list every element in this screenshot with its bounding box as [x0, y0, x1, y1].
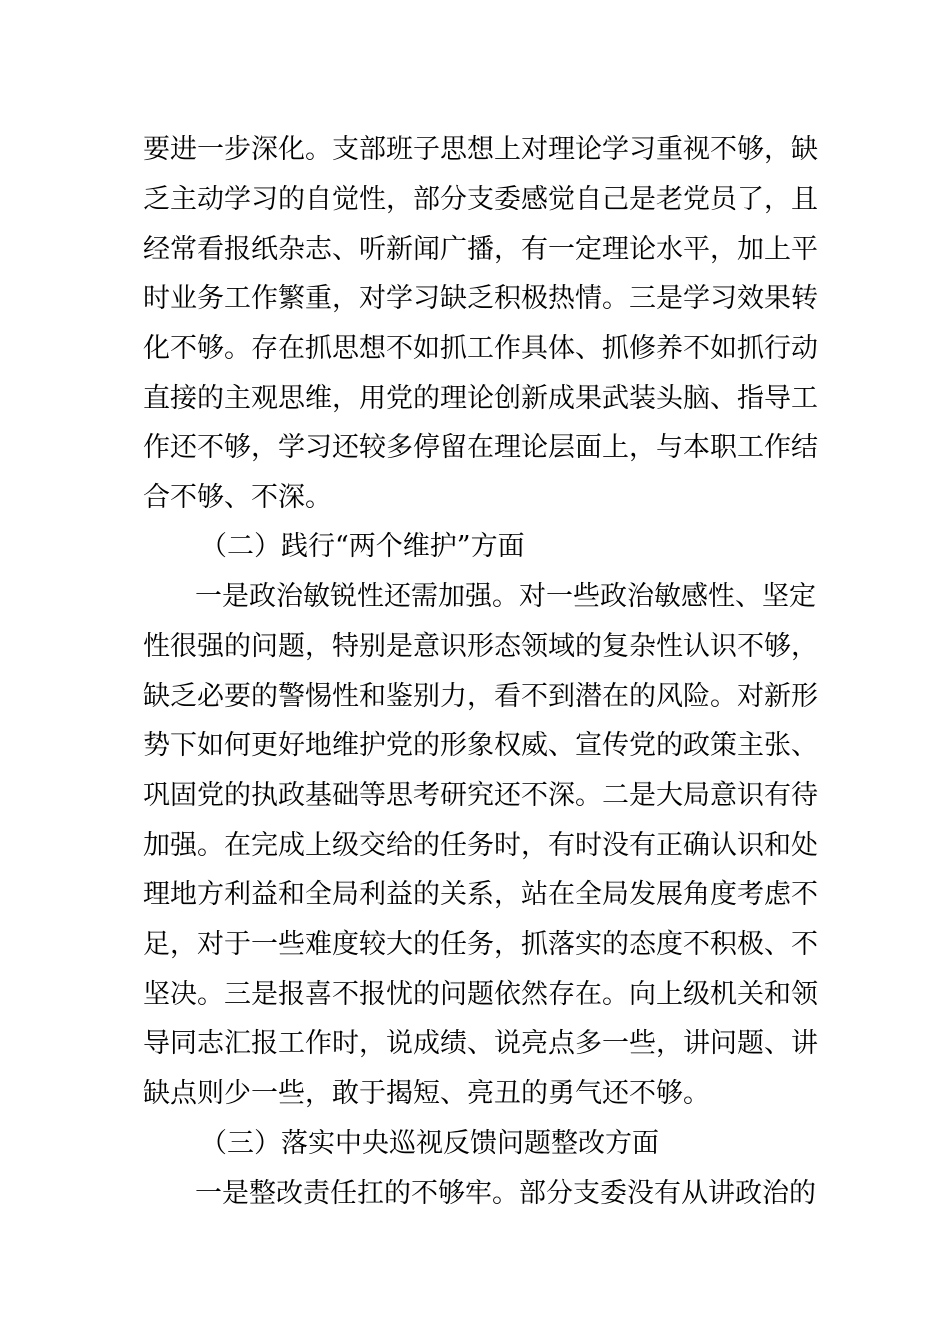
- paragraph-2-line-5: 巩固党的执政基础等思考研究还不深。二是大局意识有待: [143, 780, 818, 811]
- paragraph-1-line-1: 要进一步深化。支部班子思想上对理论学习重视不够，缺: [143, 134, 818, 165]
- paragraph-2-line-9: 坚决。三是报喜不报忧的问题依然存在。向上级机关和领: [143, 979, 818, 1010]
- paragraph-1-line-8: 合不够、不深。: [143, 482, 332, 513]
- paragraph-2-line-2: 性很强的问题，特别是意识形态领域的复杂性认识不够，: [143, 631, 818, 662]
- paragraph-2-line-8: 足，对于一些难度较大的任务，抓落实的态度不积极、不: [143, 929, 818, 960]
- paragraph-1-line-4: 时业务工作繁重，对学习缺乏积极热情。三是学习效果转: [143, 283, 818, 314]
- paragraph-2-line-10: 导同志汇报工作时，说成绩、说亮点多一些，讲问题、讲: [143, 1028, 818, 1059]
- paragraph-2-line-7: 理地方利益和全局利益的关系，站在全局发展角度考虑不: [143, 879, 818, 910]
- paragraph-2-line-3: 缺乏必要的警惕性和鉴别力，看不到潜在的风险。对新形: [143, 681, 818, 712]
- paragraph-3-line-1: 一是整改责任扛的不够牢。部分支委没有从讲政治的: [195, 1178, 816, 1209]
- section-heading-3: （三）落实中央巡视反馈问题整改方面: [200, 1128, 659, 1159]
- paragraph-2-line-1: 一是政治敏锐性还需加强。对一些政治敏感性、坚定: [195, 581, 816, 612]
- paragraph-2-line-6: 加强。在完成上级交给的任务时，有时没有正确认识和处: [143, 830, 818, 861]
- paragraph-1-line-7: 作还不够，学习还较多停留在理论层面上，与本职工作结: [143, 432, 818, 463]
- section-heading-2: （二）践行“两个维护”方面: [200, 531, 525, 562]
- paragraph-2-line-4: 势下如何更好地维护党的形象权威、宣传党的政策主张、: [143, 730, 818, 761]
- paragraph-1-line-3: 经常看报纸杂志、听新闻广播，有一定理论水平，加上平: [143, 234, 818, 265]
- paragraph-1-line-2: 乏主动学习的自觉性，部分支委感觉自己是老党员了，且: [143, 184, 818, 215]
- paragraph-2-line-11: 缺点则少一些，敢于揭短、亮丑的勇气还不够。: [143, 1078, 710, 1109]
- paragraph-1-line-6: 直接的主观思维，用党的理论创新成果武装头脑、指导工: [143, 383, 818, 414]
- paragraph-1-line-5: 化不够。存在抓思想不如抓工作具体、抓修养不如抓行动: [143, 333, 818, 364]
